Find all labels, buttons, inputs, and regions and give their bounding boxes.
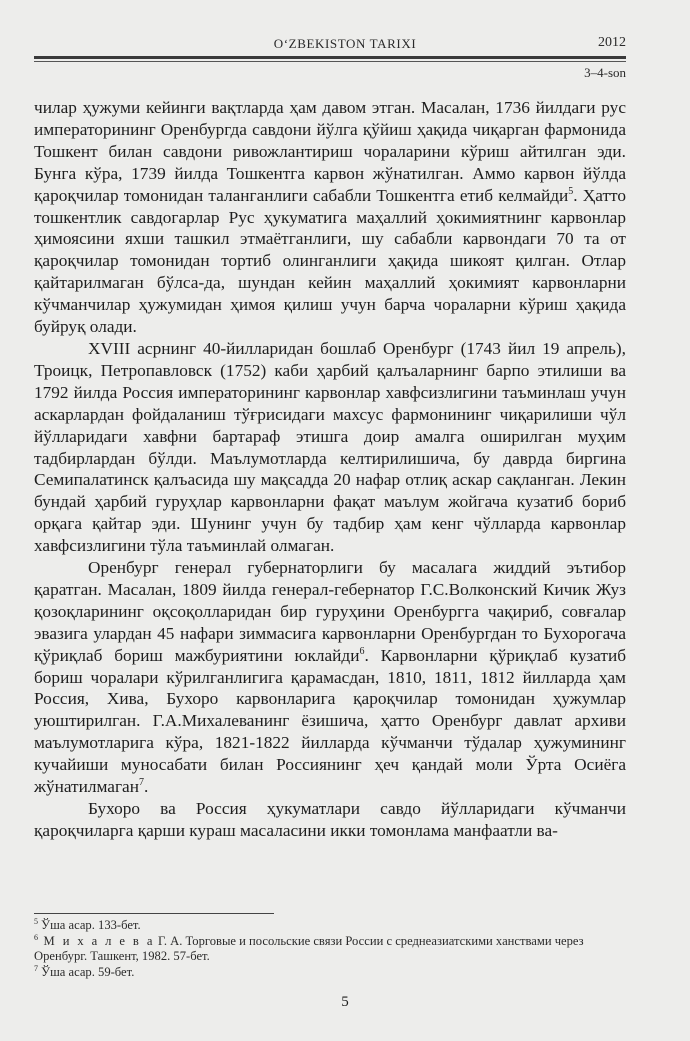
footnote-ref-6: 6 [359,645,365,657]
paragraph-4-text: Бухоро ва Россия ҳукуматлари савдо йўлларидаги кўчманчи қароқчиларга қарши кураш масаласини икки томонлама манфаатли ва- [34,799,626,840]
footnote-text: Г. А. Торговые и посольские связи России с среднеазиатскими ханствами через Оренбург. Ташкент, 1982. 57-бет. [34,933,584,964]
paragraph-2 [34,338,626,557]
body-text [34,97,626,842]
header-rule-thick [34,56,626,59]
paragraph-3-end: . [143,777,149,797]
paragraph-4 [34,798,626,842]
footnote-ref-7: 7 [138,777,144,789]
header-rule-thin [34,61,626,62]
paragraph-3-text-cont: . Карвонларни қўриқлаб кузатиб бориш чоралари кўрилганлигига қарамасдан, 1810, 1811, 1812 йилларда ҳам Россия, Хива, Бухоро карвонларига қароқчилар томонидан ҳужумлар уюштирилган. Г.А.Михалеванинг ёзишича, ҳатто Оренбург давлат архиви маълумотларига кўра, 1821-1822 йилларда кўчманчи тўдалар ҳужумининг кучайиши муносабати билан Россиянинг ҳеч қандай моли Ўрта Осиёга жўнатилмаган [34,645,626,797]
paragraph-1-text: чилар ҳужуми кейинги вақтларда ҳам давом этган. Масалан, 1736 йилдаги рус императорининг Оренбургда савдони йўлга қўйиш ҳақида чиқарган фармонида Тошкент билан савдони ривожлантириш чораларини кўриш айтилган эди. Бунга кўра, 1739 йилда Тошкентга карвон жўнатилган. Аммо карвон йўлда қароқчилар томонидан таланганлиги сабабли Тошкентга етиб келмайди [34,98,626,205]
footnote-mark: 6 [34,932,38,942]
footnote-text: Ўша асар. 133-бет. [38,918,141,932]
footnote-mark: 7 [34,963,38,973]
footnote-mark: 5 [34,916,38,926]
footnote-7 [34,965,626,981]
paragraph-2-text: XVIII асрнинг 40-йилларидан бошлаб Оренбург (1743 йил 19 апрель), Троицк, Петропавловск (1752) каби ҳарбий қалъаларнинг барпо этилиши ва 1792 йилда Россия императорининг карвонлар хавфсизлигини таъминлаш учун аскарлардан фойдаланиш тўғрисидаги махсус фармонининг чиқарилиши чўл йўлларидаги хавфни бартараф этишга доир амалга оширилган муҳим тадбирлардан бўлди. Маълумотларда келтирилишича, бу даврда биргина Семипалатинск қалъасида шу мақсадда 20 нафар отлиқ аскар сақланган. Лекин бундай ҳарбий гуруҳлар карвонларни фақат маълум жойгача кузатиб бориб орқага қайтар эди. Шунинг учун бу тадбир ҳам кенг чўлларда карвонлар хавфсизлигини тўла таъминлай олмаган. [34,338,626,556]
page-number: 5 [341,994,349,1010]
footnote-author: М и х а л е в а [38,933,155,948]
paragraph-1 [34,97,626,338]
paragraph-1-text-cont: . Ҳатто тошкентлик савдогарлар Рус ҳукуматига маҳаллий ҳокимиятнинг карвонлар ҳимоясини яхши ташкил этмаётганлиги, шу сабабли карвондаги 70 та от қароқчилар томонидан тортиб олинганлиги ҳақида шикоят қилган. Отлар қайтарилмаган бўлса-да, шундан кейин маҳаллий ҳокимият карвонларни кўчманчилар ҳужумидан ҳимоя қилиш учун барча чораларни кўриш ҳақида буйруқ олади. [34,185,626,337]
footnote-6 [34,934,626,965]
issue-year: 2012 [598,35,626,50]
footnote-ref-5: 5 [568,185,574,197]
footnote-5 [34,918,626,934]
issue-number: 3–4-son [584,65,626,80]
footnote-text: Ўша асар. 59-бет. [38,965,135,980]
journal-title: O‘ZBEKISTON TARIXI [273,36,417,51]
footnotes [34,918,626,981]
paragraph-3 [34,557,626,798]
footnote-separator [34,913,274,914]
paragraph-3-text: Оренбург генерал губернаторлиги бу масалага жиддий эътибор қаратган. Масалан, 1809 йилда генерал-гебернатор Г.С.Волконский Кичик Жуз қозоқларининг оқсоқолларидан бир гуруҳини Оренбургга чақириб, совғалар эвазига улардан 45 нафари зиммасига карвонларни Оренбургдан то Бухорогача қўриқлаб бориш мажбуриятини юклайди [34,558,626,665]
